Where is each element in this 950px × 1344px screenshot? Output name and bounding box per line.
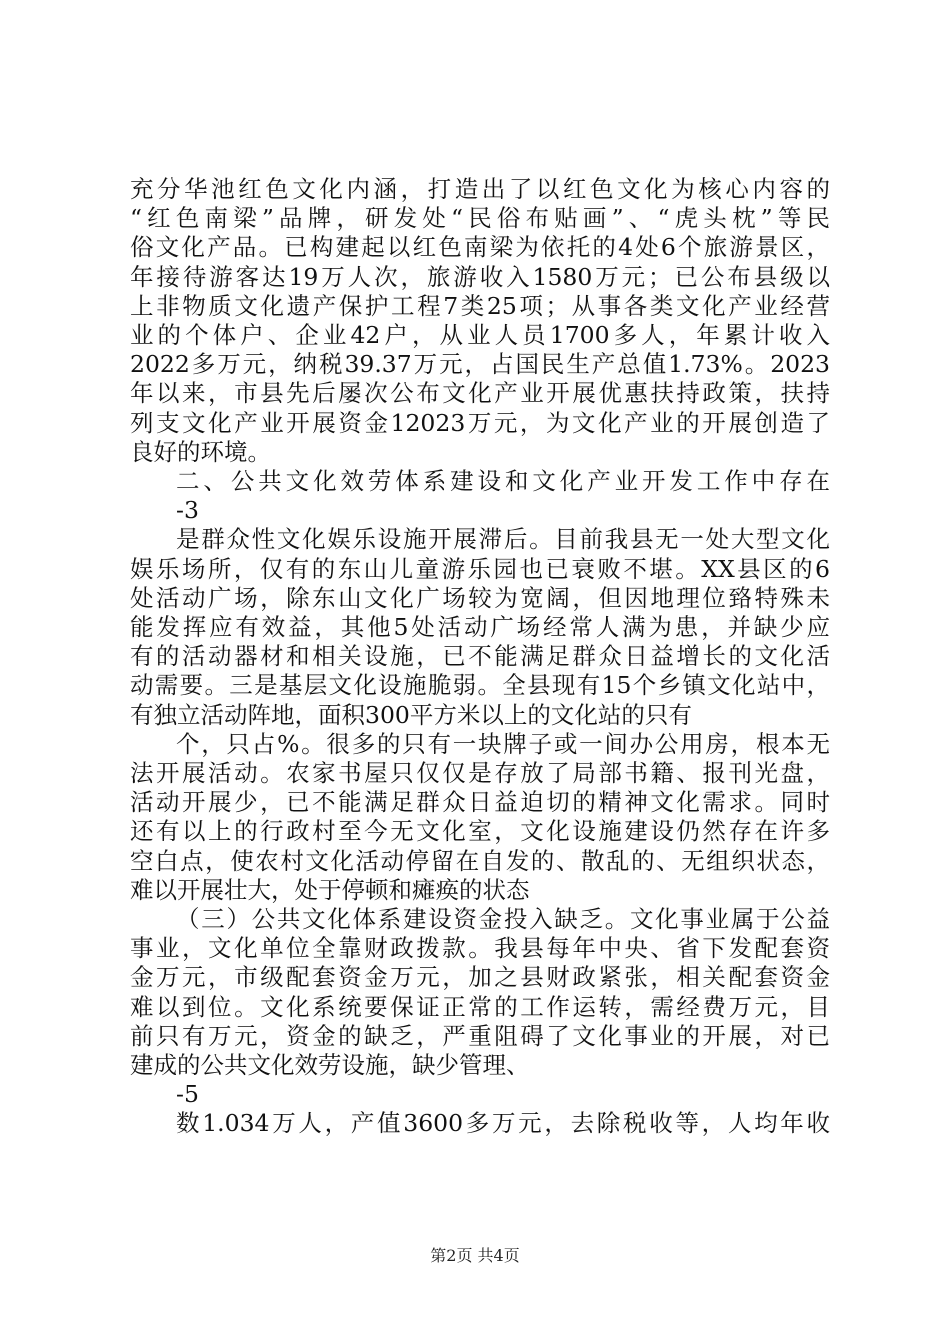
text-line: 有独立活动阵地，面积300平方米以上的文化站的只有 <box>130 700 692 729</box>
text-line: 2022多万元，纳税39.37万元，占国民生产总值1.73%。2023 <box>130 350 830 379</box>
page-footer: 第2页 共4页 <box>430 1246 520 1265</box>
text-line: 个，只占%。很多的只有一块牌子或一间办公用房，根本无 <box>176 729 830 758</box>
text-line: 业的个体户、企业42户，从业人员1700多人，年累计收入 <box>130 321 830 349</box>
text-line: 前只有万元，资金的缺乏，严重阻碍了文化事业的开展，对已 <box>130 1021 830 1050</box>
text-line: 良好的环境。 <box>130 437 271 466</box>
section-heading: 二、公共文化效劳体系建设和文化产业开发工作中存在 <box>176 467 830 495</box>
text-line: 处活动广场，除东山文化广场较为宽阔，但因地理位臵特殊未 <box>130 583 830 612</box>
text-line: 动需要。三是基层文化设施脆弱。全县现有15个乡镇文化站中， <box>130 671 830 700</box>
text-line: 难以开展壮大，处于停顿和瘫痪的状态 <box>130 875 530 904</box>
page-marker: -5 <box>176 1080 199 1109</box>
text-line: 年以来，市县先后屡次公布文化产业开展优惠扶持政策，扶持 <box>130 379 830 408</box>
text-line: 充分华池红色文化内涵，打造出了以红色文化为核心内容的 <box>130 175 830 203</box>
text-line: 空白点，使农村文化活动停留在自发的、散乱的、无组织状态， <box>130 846 830 875</box>
text-line: 有的活动器材和相关设施，已不能满足群众日益增长的文化活 <box>130 642 830 671</box>
text-line: 活动开展少，已不能满足群众日益迫切的精神文化需求。同时 <box>130 788 830 817</box>
text-line: 金万元，市级配套资金万元，加之县财政紧张，相关配套资金 <box>130 963 830 992</box>
text-line: 列支文化产业开展资金12023万元，为文化产业的开展创造了 <box>130 408 830 437</box>
page-marker: -3 <box>176 496 199 525</box>
text-line: “红色南梁”品牌，研发处“民俗布贴画”、“虎头枕”等民 <box>130 204 830 233</box>
text-line: 建成的公共文化效劳设施，缺少管理、 <box>130 1051 530 1079</box>
text-line: 年接待游客达19万人次，旅游收入1580万元；已公布县级以 <box>130 262 830 291</box>
text-line: 能发挥应有效益，其他5处活动广场经常人满为患，并缺少应 <box>130 613 830 641</box>
text-line: 上非物质文化遗产保护工程7类25项；从事各类文化产业经营 <box>130 291 830 320</box>
text-line: （三）公共文化体系建设资金投入缺乏。文化事业属于公益 <box>176 905 830 933</box>
text-line: 还有以上的行政村至今无文化室，文化设施建设仍然存在许多 <box>130 817 830 846</box>
text-line: 事业，文化单位全靠财政拨款。我县每年中央、省下发配套资 <box>130 934 830 963</box>
text-line: 娱乐场所，仅有的东山儿童游乐园也已衰败不堪。XX县区的6 <box>130 554 830 583</box>
text-line: 难以到位。文化系统要保证正常的工作运转，需经费万元，目 <box>130 992 830 1021</box>
text-line: 数1.034万人，产值3600多万元，去除税收等，人均年收 <box>176 1109 830 1138</box>
text-line: 俗文化产品。已构建起以红色南梁为依托的4处6个旅游景区， <box>130 233 830 262</box>
text-line: 法开展活动。农家书屋只仅仅是存放了局部书籍、报刊光盘， <box>130 759 830 787</box>
text-line: 是群众性文化娱乐设施开展滞后。目前我县无一处大型文化 <box>176 525 830 554</box>
